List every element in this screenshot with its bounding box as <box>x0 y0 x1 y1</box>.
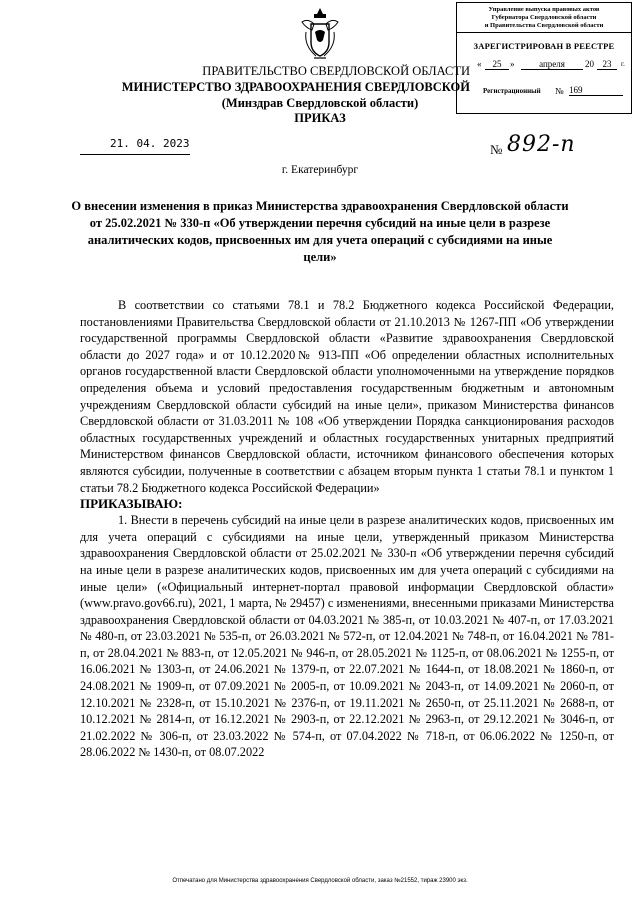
stamp-year-suffix: 23 <box>597 59 617 70</box>
coat-of-arms-icon <box>300 6 340 62</box>
stamp-day: 25 <box>485 59 509 70</box>
stamp-header <box>457 3 631 33</box>
print-footer: Отпечатано для Министерства здравоохранения Свердловской области, заказ №21552, тираж 23900 экз. <box>172 878 468 884</box>
preamble-paragraph: В соответствии со статьями 78.1 и 78.2 Бюджетного кодекса Российской Федерации, постановлениями Правительства Свердловской области от 21.10.2013 № 1267-ПП «Об утверждении государственной программы Свердловской области «Развитие здравоохранения Свердловской области до 2027 года» и от 10.12.2020№ 913-ПП «Об определении областных исполнительных органов государственной власти Свердловской области уполномоченными на утверждение порядков определения объема и условий предоставления государственным бюджетным и автономным учреждениям Свердловской области субсидий на иные цели», приказом Министерства финансов Свердловской области от 31.03.2011 № 108 «Об утверждении Порядка санкционирования расходов областных государственных учреждений и областных государственных унитарных предприятий Министерством финансов Свердловской области, источником финансового обеспечения которых являются субсидии, полученные в соответствии с абзацем вторым пункта 1 статьи 78.1 и пунктом 1 статьи 78.2 Бюджетного кодекса Российской Федерации» <box>80 298 614 495</box>
decree-heading: ПРИКАЗЫВАЮ: <box>80 496 183 512</box>
stamp-year-mark: г. <box>621 60 625 68</box>
stamp-line-2: Губернатора Свердловской области <box>491 14 597 21</box>
stamp-year-prefix: 20 <box>585 59 594 69</box>
order-number: 892-п <box>507 132 576 157</box>
stamp-quote-open: « <box>477 59 482 69</box>
city: г. Екатеринбург <box>281 164 359 176</box>
order-date-value: 21. 04. 2023 <box>110 137 190 150</box>
government-name: ПРАВИТЕЛЬСТВО СВЕРДЛОВСКОЙ ОБЛАСТИ <box>202 64 470 78</box>
order-number-label: № <box>490 142 503 157</box>
document-body <box>80 297 614 761</box>
stamp-line-3: и Правительства Свердловской области <box>484 22 604 29</box>
stamp-month: апреля <box>521 59 583 70</box>
order-date <box>80 137 190 155</box>
stamp-quote-close: » <box>510 59 515 69</box>
stamp-registered: ЗАРЕГИСТРИРОВАН В РЕЕСТРЕ <box>473 41 615 51</box>
ministry-name: МИНИСТЕРСТВО ЗДРАВООХРАНЕНИЯ СВЕРДЛОВСКОЙ <box>121 80 470 94</box>
ministry-short-name: (Минздрав Свердловской области) <box>221 96 419 110</box>
stamp-line-1: Управление выпуска правовых актов <box>488 6 600 13</box>
document-title: О внесении изменения в приказ Министерства здравоохранения Свердловской области от 25.02.2021 № 330-п «Об утверждении перечня субсидий на иные цели в разрезе аналитических кодов, присвоенных им для учета операций с субсидиями на иные цели» <box>71 199 569 264</box>
stamp-num-sign: № <box>555 86 564 96</box>
stamp-reg-number: 169 <box>569 85 623 96</box>
item-1-paragraph: 1. Внести в перечень субсидий на иные цели в разрезе аналитических кодов, присвоенных им для учета операций с субсидиями на иные цели, утвержденный приказом Министерства здравоохранения Свердловской области от 25.02.2021 № 330-п «Об утверждении перечня субсидий на иные цели в разрезе аналитических кодов, присвоенных им для учета операций с субсидиями на иные цели» («Официальный интернет-портал правовой информации Свердловской области» (www.pravo.gov66.ru), 2021, 1 марта, № 29457) с изменениями, внесенными приказами Министерства здравоохранения Свердловской области от 04.03.2021 № 385-п, от 10.03.2021 № 407-п, от 17.03.2021 № 480-п, от 23.03.2021 № 535-п, от 26.03.2021 № 572-п, от 12.04.2021 № 748-п, от 16.04.2021 № 781-п, от 28.04.2021 № 883-п, от 12.05.2021 № 946-п, от 28.05.2021 № 1125-п, от 08.06.2021 № 1255-п, от 16.06.2021 № 1303-п, от 24.06.2021 № 1379-п, от 22.07.2021 № 1644-п, от 18.08.2021 № 1860-п, от 24.08.2021 № 1909-п, от 07.09.2021 № 2005-п, от 10.09.2021 № 2043-п, от 14.09.2021 № 2060-п, от 12.10.2021 № 2328-п, от 15.10.2021 № 2376-п, от 19.11.2021 № 2650-п, от 25.11.2021 № 2688-п, от 10.12.2021 № 2814-п, от 16.12.2021 № 2903-п, от 22.12.2021 № 2963-п, от 29.12.2021 № 3046-п, от 21.02.2022 № 306-п, от 23.03.2022 № 574-п, от 07.04.2022 № 718-п, от 06.06.2022 № 1250-п, от 28.06.2022 № 1430-п, от 08.07.2022 <box>80 513 614 760</box>
stamp-reg-label: Регистрационный <box>483 87 541 95</box>
doc-type: ПРИКАЗ <box>294 111 346 125</box>
